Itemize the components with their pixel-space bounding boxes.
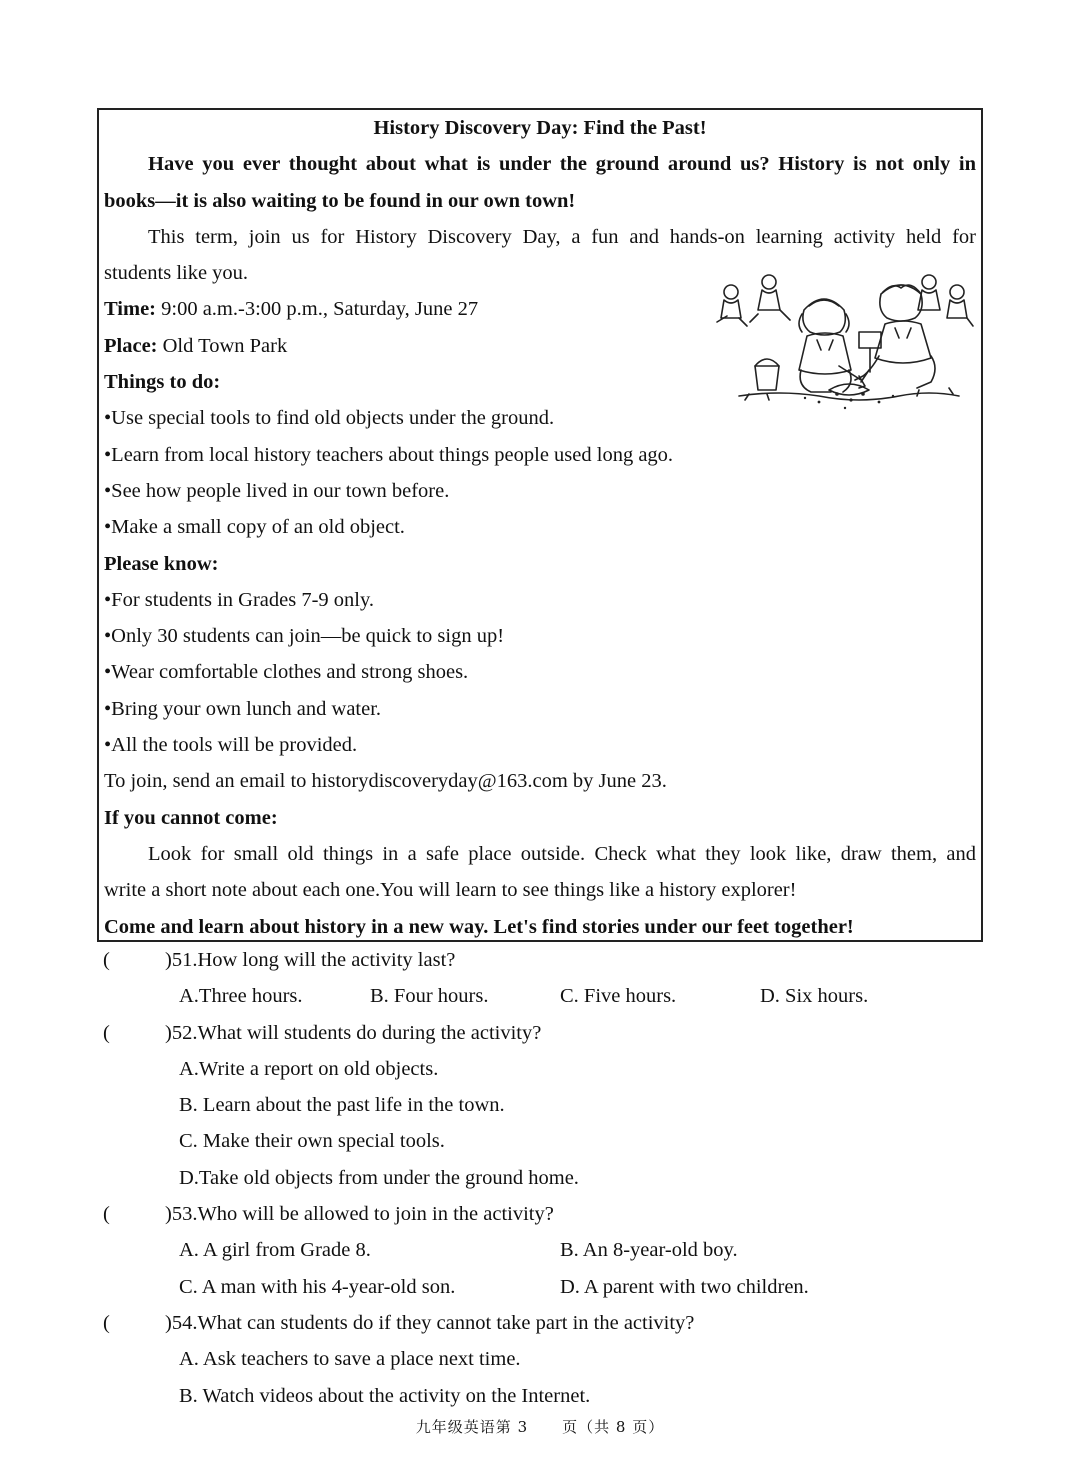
question-52-option-c [103,1123,983,1159]
option-a: A. Ask teachers to save a place next time. [179,1348,521,1371]
option-c: C. Five hours. [560,985,677,1008]
closing-line: Come and learn about history in a new way. Let's find stories under our feet together! [104,915,854,938]
answer-paren: ( [103,949,110,971]
cannot-heading: If you cannot come: [104,806,278,829]
option-a: A.Three hours. [179,985,303,1008]
know-heading: Please know: [104,552,219,575]
things-item: •See how people lived in our town before. [104,479,450,502]
question-51-options [103,978,983,1014]
place-value: Old Town Park [157,334,288,357]
answer-paren: ( [103,1203,110,1226]
question-52 [103,1015,983,1051]
place-label: Place: [104,334,158,357]
time-value: 9:00 a.m.-3:00 p.m., Saturday, June 27 [156,298,479,321]
option-b: B. An 8-year-old boy. [560,1239,738,1262]
question-51 [103,942,983,978]
join-line: To join, send an email to historydiscoveryday@163.com by June 23. [104,770,667,793]
option-b: B. Watch videos about the activity on the Internet. [179,1384,591,1407]
option-c: C. Make their own special tools. [179,1130,445,1153]
question-54-option-b [103,1378,983,1414]
question-54 [103,1305,983,1341]
know-item: •Only 30 students can join—be quick to sign up! [104,625,505,648]
option-c: C. A man with his 4-year-old son. [179,1275,456,1298]
footer-right: 页（共 8 页） [562,1418,665,1436]
things-item: •Use special tools to find old objects under the ground. [104,407,555,430]
things-heading: Things to do: [104,371,221,394]
know-item: •Wear comfortable clothes and strong shoes. [104,661,469,684]
page-footer [0,1416,1080,1437]
things-item: •Learn from local history teachers about things people used long ago. [104,443,674,466]
option-d: D. Six hours. [760,985,869,1008]
option-d: D. A parent with two children. [560,1275,809,1298]
question-53-text: )53.Who will be allowed to join in the activity? [165,1203,554,1226]
option-b: B. Four hours. [370,985,489,1008]
answer-paren: ( [103,1021,110,1044]
time-label: Time: [104,298,157,321]
notice-title: History Discovery Day: Find the Past! [373,117,707,139]
option-a: A.Write a report on old objects. [179,1057,439,1080]
question-52-text: )52.What will students do during the activity? [165,1021,542,1044]
answer-paren: ( [103,1311,110,1334]
question-53-options-cd [103,1269,983,1305]
question-52-option-d [103,1160,983,1196]
notice-intro-line2: books—it is also waiting to be found in our own town! [104,189,576,212]
question-54-text: )54.What can students do if they cannot take part in the activity? [165,1311,695,1334]
notice-content [104,110,976,945]
know-item: •For students in Grades 7-9 only. [104,588,375,611]
notice-para1-line1: This term, join us for History Discovery Day, a fun and hands-on learning activity held for [148,225,976,248]
know-item: •Bring your own lunch and water. [104,697,382,720]
option-a: A. A girl from Grade 8. [179,1239,371,1262]
option-b: B. Learn about the past life in the town. [179,1094,505,1117]
things-item: •Make a small copy of an old object. [104,516,405,539]
question-53-options-ab [103,1232,983,1268]
cannot-line2: write a short note about each one.You will learn to see things like a history explorer! [104,879,797,902]
notice-para1-line2: students like you. [104,262,249,285]
question-52-option-a [103,1051,983,1087]
know-item: •All the tools will be provided. [104,734,358,757]
option-d: D.Take old objects from under the ground home. [179,1166,579,1189]
notice-intro-line1: Have you ever thought about what is under the ground around us? History is not only in [148,153,976,176]
children-digging-illustration [709,270,977,420]
notice-box [97,108,983,942]
cannot-line1: Look for small old things in a safe place outside. Check what they look like, draw them, and [148,842,976,865]
questions-section [103,942,983,1414]
question-53 [103,1196,983,1232]
footer-left: 九年级英语第 3 [415,1418,529,1436]
question-54-option-a [103,1341,983,1377]
question-52-option-b [103,1087,983,1123]
question-51-text: )51.How long will the activity last? [165,949,456,971]
